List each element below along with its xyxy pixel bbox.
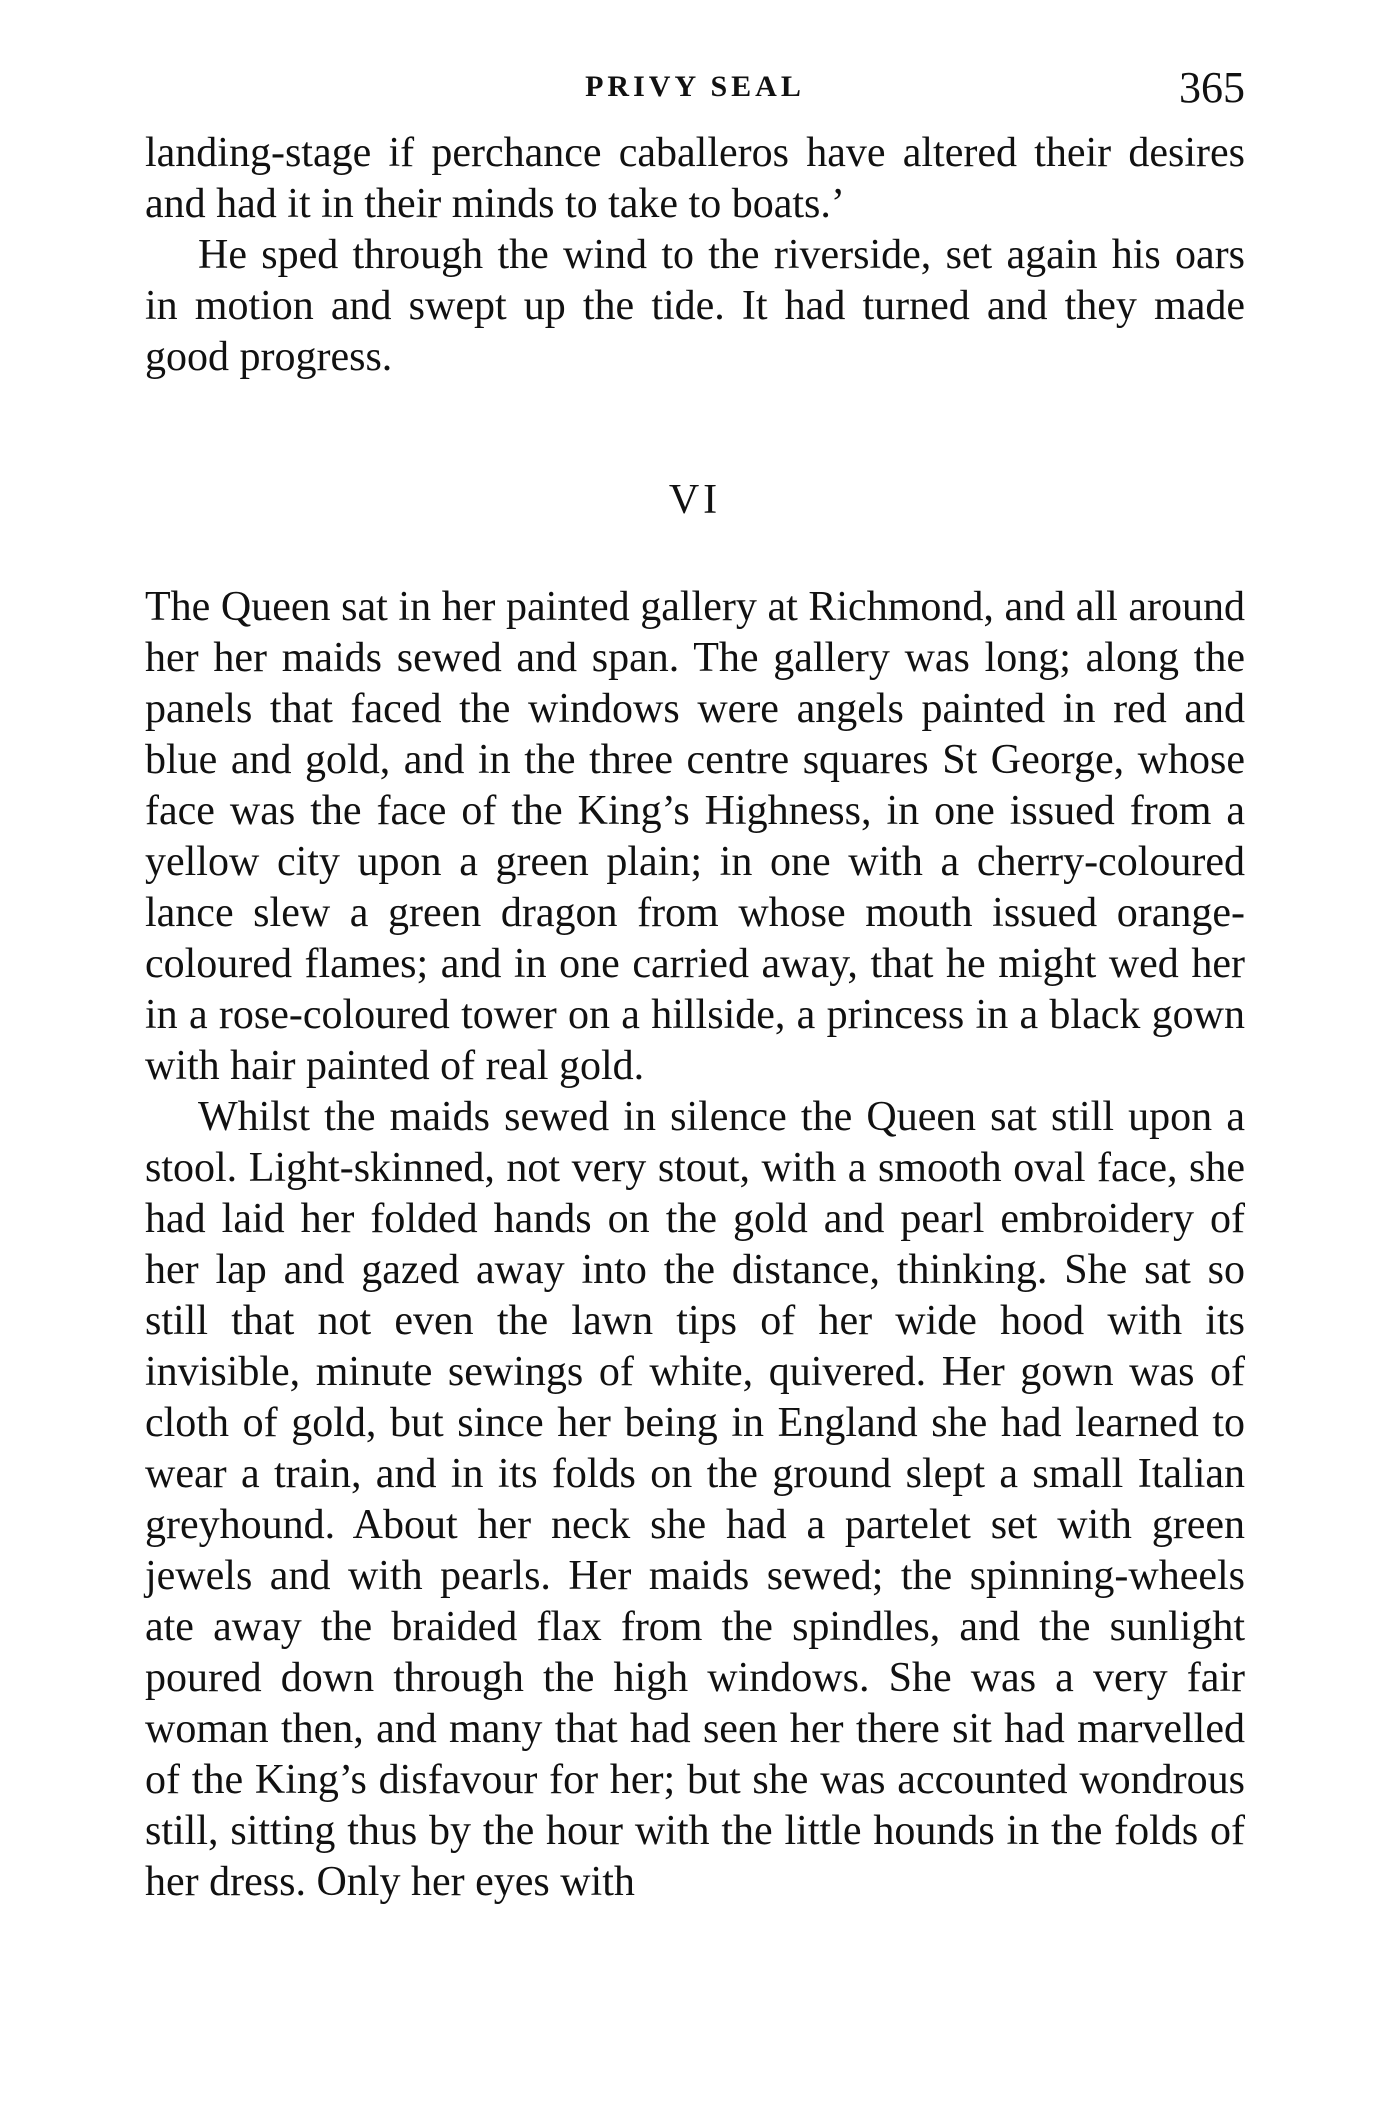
page-number: 365 bbox=[1179, 63, 1245, 112]
paragraph: Whilst the maids sewed in silence the Queen sat still upon a stool. Light-skinned, not very stout, with a smooth oval face, she had laid her folded hands on the gold and pearl embroidery of her lap and gazed away into the distance, thinking. She sat so still that not even the lawn tips of her wide hood with its invisible, minute sewings of white, quivered. Her gown was of cloth of gold, but since her being in England she had learned to wear a train, and in its folds on the ground slept a small Italian greyhound. About her neck she had a partelet set with green jewels and with pearls. Her maids sewed; the spinning-wheels ate away the braided flax from the spindles, and the sunlight poured down through the high windows. She was a very fair woman then, and many that had seen her there sit had marvelled of the King’s disfavour for her; but she was accounted wondrous still, sitting thus by the hour with the little hounds in the folds of her dress. Only her eyes with bbox=[145, 1094, 1245, 1905]
running-title: PRIVY SEAL bbox=[585, 70, 805, 103]
section-number: VI bbox=[668, 477, 722, 523]
running-head bbox=[145, 62, 1245, 122]
paragraph: He sped through the wind to the riverside, set again his oars in motion and swept up the tide. It had turned and they made good progress. bbox=[145, 232, 1245, 380]
paragraph-section-opening: The Queen sat in her painted gallery at Richmond, and all around her her maids sewed and span. The gallery was long; along the panels that faced the windows were angels painted in red and blue and gold, and in the three centre squares St George, whose face was the face of the King’s Highness, in one issued from a yellow city upon a green plain; in one with a cherry-coloured lance slew a green dragon from whose mouth issued orange-coloured flames; and in one carried away, that he might wed her in a rose-coloured tower on a hillside, a princess in a black gown with hair painted of real gold. bbox=[145, 584, 1245, 1089]
paragraph-continued: landing-stage if perchance caballeros have altered their desires and had it in their minds to take to boats.’ bbox=[145, 130, 1245, 227]
text-block-main bbox=[145, 582, 1245, 1908]
text-block-top bbox=[145, 128, 1245, 383]
